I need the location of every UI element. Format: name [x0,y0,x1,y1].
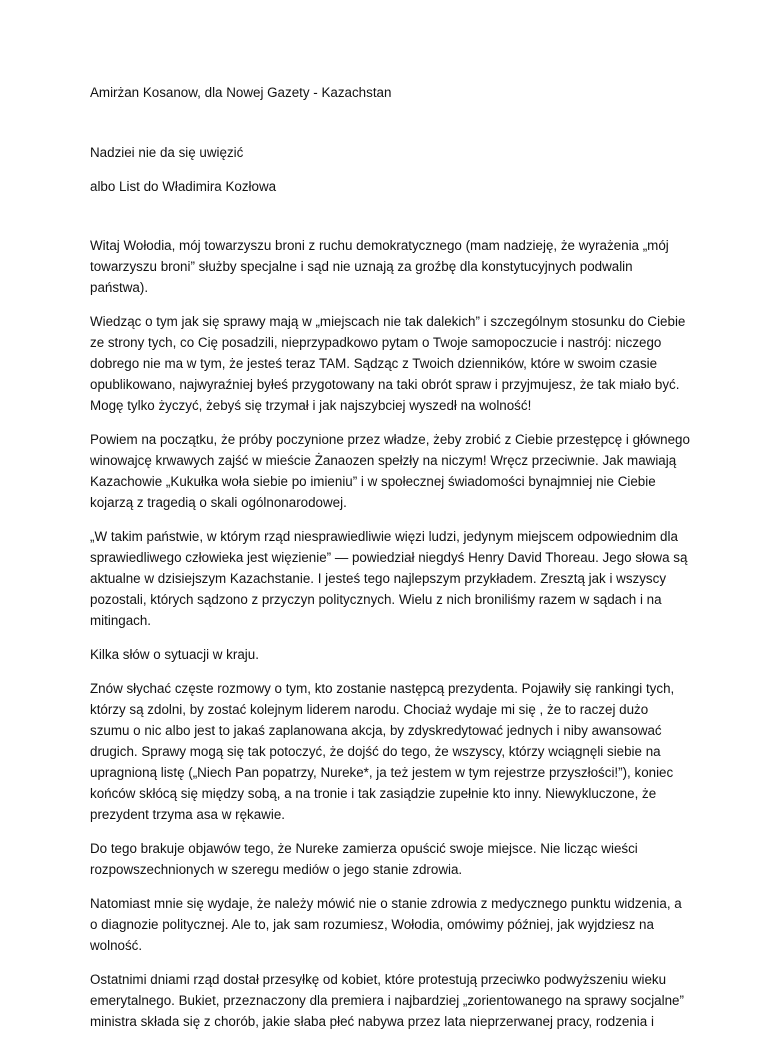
document-title: Nadziei nie da się uwięzić [90,145,244,160]
paragraph-greeting: Witaj Wołodia, mój towarzyszu broni z ruchu demokratycznego (mam nadzieję, że wyrażenia „mój towarzyszu broni” służby specjalne i sąd nie uznają za groźbę dla konstytucyjnych podwalin państwa). [90,238,669,295]
spacer [90,116,690,142]
paragraph-thoreau-quote: „W takim państwie, w którym rząd niesprawiedliwie więzi ludzi, jedynym miejscem odpowiednim dla sprawiedliwego człowieka jest więzienie” — powiedział niegdyś Henry David Thoreau. Jego słowa są aktualne w dzisiejszym Kazachstanie. I jesteś tego najlepszym przykładem. Zresztą jak i wszyscy pozostali, których sądzono z przyczyn politycznych. Wielu z nich broniliśmy razem w sądach i na mitingach. [90,529,688,628]
paragraph-diagnosis: Natomiast mnie się wydaje, że należy mówić nie o stanie zdrowia z medycznego punktu widzenia, a o diagnozie politycznej. Ale to, jak sam rozumiesz, Wołodia, omówimy później, jak wyjdziesz na wolność. [90,896,682,953]
byline: Amirżan Kosanow, dla Nowej Gazety - Kazachstan [90,85,392,100]
document-subtitle: albo List do Władimira Kozłowa [90,179,277,194]
paragraph-wellbeing: Wiedząc o tym jak się sprawy mają w „miejscach nie tak dalekich” i szczególnym stosunku do Ciebie ze strony tych, co Cię posadzili, nieprzypadkowo pytam o Twoje samopoczucie i nastrój: niczego dobrego nie ma w tym, że jesteś teraz TAM. Sądząc z Twoich dzienników, które w swoim czasie opublikowano, najwyraźniej byłeś przygotowany na taki obrót spraw i przyjmujesz, że tak miało być. Mogę tylko życzyć, żebyś się trzymał i jak najszybciej wyszedł na wolność! [90,314,686,413]
document-body [90,82,690,1045]
paragraph-zhanaozen: Powiem na początku, że próby poczynione przez władze, żeby zrobić z Ciebie przestępcę i głównego winowajcę krwawych zajść w mieście Żanaozen spełzły na niczym! Wręcz przeciwnie. Jak mawiają Kazachowie „Kukułka woła siebie po imieniu” i w społecznej świadomości bynajmniej nie Ciebie kojarzą z tragedią o skali ogólnonarodowej. [90,432,690,510]
paragraph-successor: Znów słychać częste rozmowy o tym, kto zostanie następcą prezydenta. Pojawiły się rankingi tych, którzy są zdolni, by zostać kolejnym liderem narodu. Chociaż wydaje mi się , że to raczej dużo szumu o nic albo jest to jakaś zaplanowana akcja, by zdyskredytować jednych i niby awansować drugich. Sprawy mogą się tak potoczyć, że dojść do tego, że wszyscy, którzy wciągnęli siebie na upragnioną listę („Niech Pan popatrzy, Nureke*, ja też jestem w tym rejestrze przyszłości!”), koniec końców skłócą się między sobą, a na tronie i tak zasiądzie zupełnie kto inny. Niewykluczone, że prezydent trzyma asa w rękawie. [90,681,675,822]
paragraph-nureke: Do tego brakuje objawów tego, że Nureke zamierza opuścić swoje miejsce. Nie licząc wieści rozpowszechnionych w szeregu mediów o jego stanie zdrowia. [90,841,638,877]
paragraph-pension-protest: Ostatnimi dniami rząd dostał przesyłkę od kobiet, które protestują przeciwko podwyższeniu wieku emerytalnego. Bukiet, przeznaczony dla premiera i najbardziej „zorientowanego na sprawy socjalne” ministra składa się z chorób, jakie słaba płeć nabywa przez lata nieprzerwanej pracy, rodzenia i [90,972,684,1029]
spacer [90,210,690,235]
paragraph-situation-heading: Kilka słów o sytuacji w kraju. [90,647,259,662]
